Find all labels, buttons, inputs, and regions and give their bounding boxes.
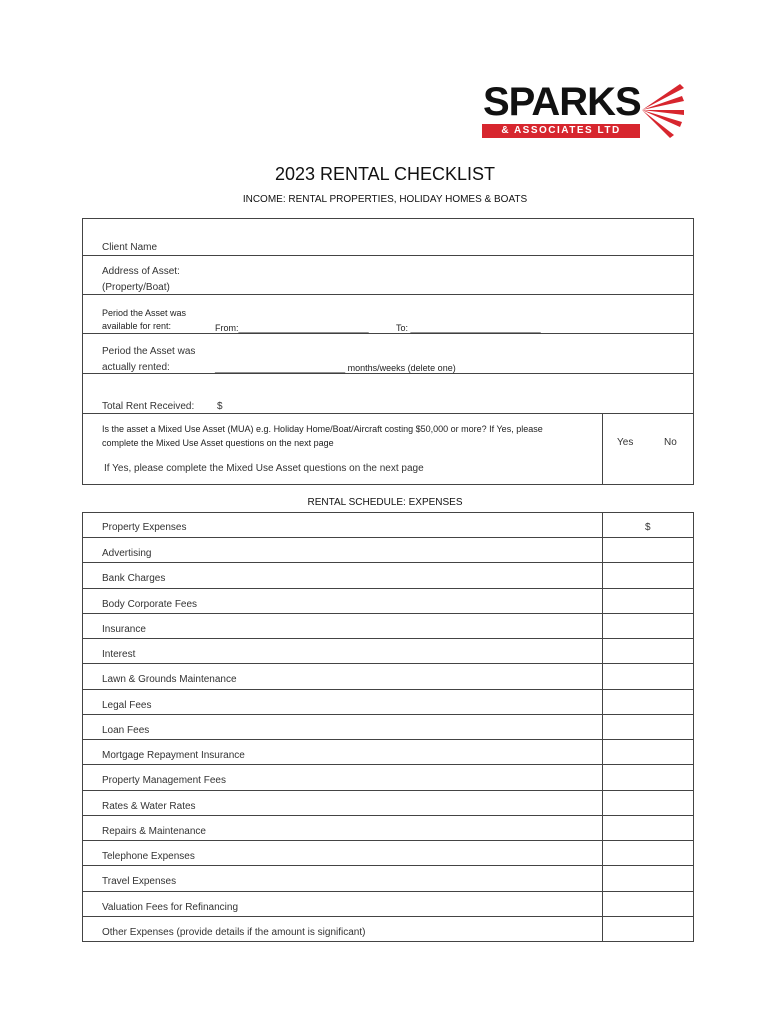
page-subtitle: INCOME: RENTAL PROPERTIES, HOLIDAY HOMES & BOATS [242,194,528,205]
expense-row-label: Property Management Fees [102,775,226,787]
total-rent-label: Total Rent Received: [102,401,195,412]
period-rented-label-sub: actually rented: [102,362,170,373]
expense-row-label: Legal Fees [102,699,152,711]
expense-amount-cell[interactable] [603,791,693,815]
mua-note: If Yes, please complete the Mixed Use Asset questions on the next page [104,463,424,474]
period-rented-label: Period the Asset was [102,346,196,357]
expense-amount-cell[interactable] [603,589,693,613]
expense-amount-cell[interactable] [603,563,693,587]
divider [82,373,694,374]
expense-amount-cell[interactable] [603,538,693,562]
amount-column-header: $ [645,522,651,533]
expense-row-label: Valuation Fees for Refinancing [102,901,239,913]
expense-row-label: Lawn & Grounds Maintenance [102,674,237,686]
period-available-label-sub: available for rent: [102,321,172,331]
expenses-column-header: Property Expenses [102,522,187,533]
expense-amount-cell[interactable] [603,917,693,941]
expense-amount-cell[interactable] [603,841,693,865]
mua-question: Is the asset a Mixed Use Asset (MUA) e.g. Holiday Home/Boat/Aircraft costing $50,000 or more? If Yes, please [102,424,543,434]
address-label-sub: (Property/Boat) [102,282,170,293]
expense-amount-cell[interactable] [603,866,693,890]
expense-amount-cell[interactable] [603,765,693,789]
expense-amount-cell[interactable] [603,639,693,663]
expense-amount-cell[interactable] [603,664,693,688]
yes-option[interactable]: Yes [617,437,634,448]
divider [82,333,694,334]
months-weeks-field[interactable]: __________________________ months/weeks (delete one) [215,363,456,373]
expense-row-label: Advertising [102,548,152,559]
expense-row-label: Loan Fees [102,724,150,736]
expense-row-label: Bank Charges [102,573,166,585]
expense-row-label: Body Corporate Fees [102,598,198,610]
period-available-label: Period the Asset was [102,308,187,318]
page-title: 2023 RENTAL CHECKLIST [274,164,496,184]
schedule-heading: RENTAL SCHEDULE: EXPENSES [307,497,463,508]
expense-row-label: Interest [102,649,136,660]
company-logo [480,80,685,142]
expense-amount-cell[interactable] [603,614,693,638]
expense-row-label: Mortgage Repayment Insurance [102,750,245,761]
client-name-label: Client Name [102,242,158,253]
expense-row-label: Insurance [102,623,146,635]
logo-subtext: & ASSOCIATES LTD [501,125,621,136]
expense-row-label: Other Expenses (provide details if the amount is significant) [102,926,366,938]
expense-amount-cell[interactable] [603,690,693,714]
spark-icon [640,80,685,140]
divider [82,294,694,295]
divider [602,413,603,485]
divider [82,255,694,256]
logo-text: SPARKS [483,80,641,124]
expense-row-label: Repairs & Maintenance [102,825,206,837]
total-rent-field[interactable]: $ [217,401,223,412]
expense-row-label: Telephone Expenses [102,851,195,862]
from-field[interactable]: From:__________________________ [215,323,369,333]
expense-row-label: Travel Expenses [102,876,177,888]
to-field[interactable]: To: __________________________ [396,323,541,333]
expense-amount-cell[interactable] [603,715,693,739]
expense-amount-cell[interactable] [603,892,693,916]
expense-amount-cell[interactable] [603,740,693,764]
address-label: Address of Asset: [102,266,180,277]
no-option[interactable]: No [664,437,677,448]
mua-question-sub: complete the Mixed Use Asset questions on the next page [102,438,334,448]
expense-amount-cell[interactable] [603,816,693,840]
expense-row-label: Rates & Water Rates [102,800,196,812]
